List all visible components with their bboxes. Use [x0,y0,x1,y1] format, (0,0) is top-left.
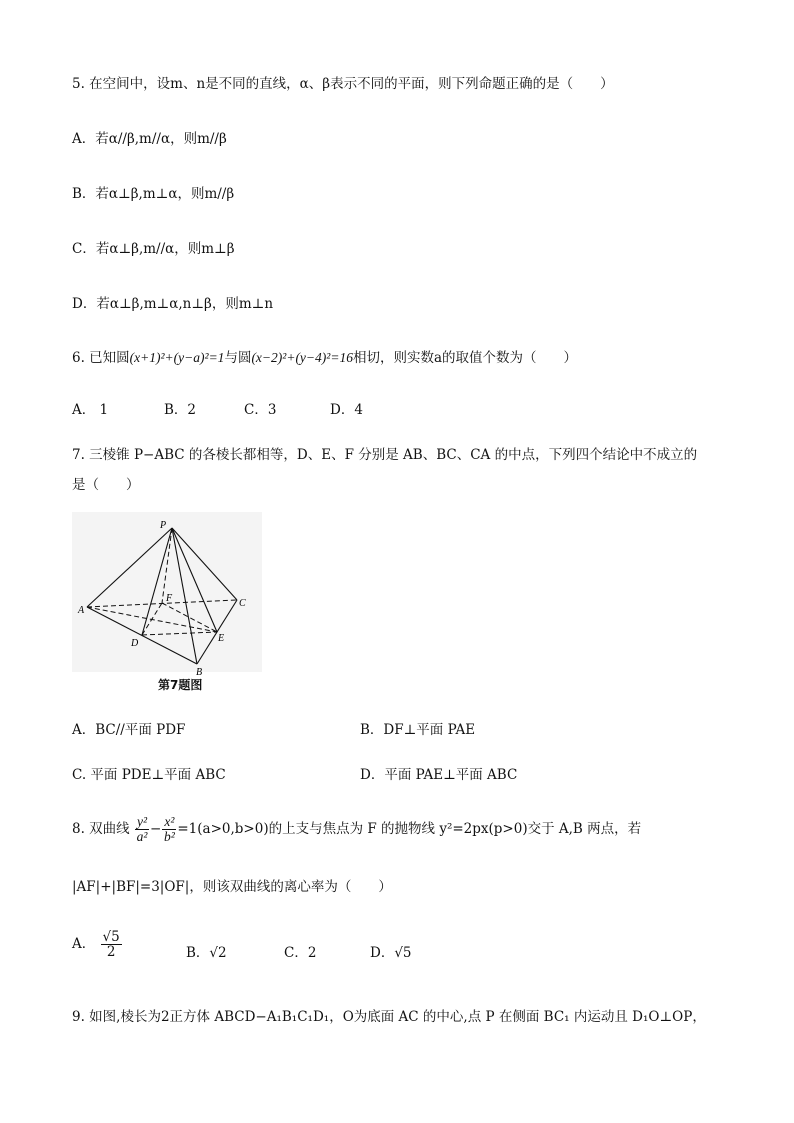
q8-y2: y² [136,814,148,829]
q7-stem-line-2: 是（ ） [72,477,140,493]
label-c: C [239,598,246,609]
q5-option-c: C．若α⊥β,m//α，则m⊥β [72,241,235,257]
q8-option-a-fraction [101,930,122,959]
q7-option-a: A．BC//平面 PDF [72,722,186,738]
q8-option-d-label: D． [370,945,395,961]
q7-option-b: B．DF⊥平面 PAE [360,722,476,738]
label-f: F [166,593,173,604]
q8-option-a [72,930,123,959]
q7-stem-line-1: 7. 三棱锥 P−ABC 的各棱长都相等，D、E、F 分别是 AB、BC、CA 的中点，下列四个结论中不成立的 [72,447,698,463]
q6-stem [72,346,577,366]
q8-option-c: C．2 [284,945,317,961]
q6-stem-pre: 6. 已知圆 [72,350,130,366]
q8-fraction-x [162,815,176,844]
q5-option-a: A．若α//β,m//α，则m//β [72,131,227,147]
q5-option-d: D．若α⊥β,m⊥α,n⊥β，则m⊥n [72,296,274,312]
q8-option-a-den: 2 [106,944,116,961]
q8-option-d-value: √5 [394,945,412,961]
q7-figure-caption: 第7题图 [158,678,203,692]
q8-b2: b² [163,829,175,845]
label-d: D [131,638,139,649]
q6-stem-mid: 与圆 [224,350,252,366]
q5-option-b: B．若α⊥β,m⊥α，则m//β [72,186,235,202]
q7-option-d: D．平面 PAE⊥平面 ABC [360,767,518,783]
label-b: B [196,667,203,678]
q6-option-a: A． 1 [72,402,109,418]
label-p: P [160,520,167,531]
q8-option-a-num: √5 [102,929,120,945]
q8-stem-line-1 [72,815,641,844]
q6-option-b: B．2 [164,402,197,418]
q6-option-d: D．4 [330,402,363,418]
q7-option-c: C. 平面 PDE⊥平面 ABC [72,767,226,783]
q6-option-c: C．3 [244,402,277,418]
q8-pre: 8. 双曲线 [72,821,130,838]
q8-option-b [186,941,227,961]
q8-condition: =1(a>0,b>0)的上支与焦点为 F 的抛物线 y²=2px(p>0)交于 A,B 两点，若 [177,821,642,838]
q8-stem-line-2: |AF|+|BF|=3|OF|，则该双曲线的离心率为（ ） [72,879,392,895]
q6-stem-post: 相切，则实数a的取值个数为（ ） [352,350,578,366]
q8-option-a-label: A． [72,936,96,953]
q9-stem: 9. 如图,棱长为2正方体 ABCD−A₁B₁C₁D₁，O为底面 AC 的中心,点 P 在侧面 BC₁ 内运动且 D₁O⊥OP， [72,1009,706,1025]
q8-a2: a² [136,829,148,845]
q6-equation-1: (x+1)²+(y−a)²=1 [129,350,225,365]
label-a: A [78,605,85,616]
q5-stem: 5. 在空间中，设m、n是不同的直线，α、β表示不同的平面，则下列命题正确的是（ ） [72,76,614,92]
q8-option-b-value: √2 [209,945,227,961]
q8-option-b-label: B． [186,945,210,961]
label-e: E [218,633,225,644]
q7-figure-tetrahedron [72,512,262,692]
q8-x2: x² [164,814,175,829]
q8-fraction-y [135,815,149,844]
q8-minus: − [150,821,162,838]
q8-option-d [370,941,412,961]
q6-equation-2: (x−2)²+(y−4)²=16 [251,350,353,365]
